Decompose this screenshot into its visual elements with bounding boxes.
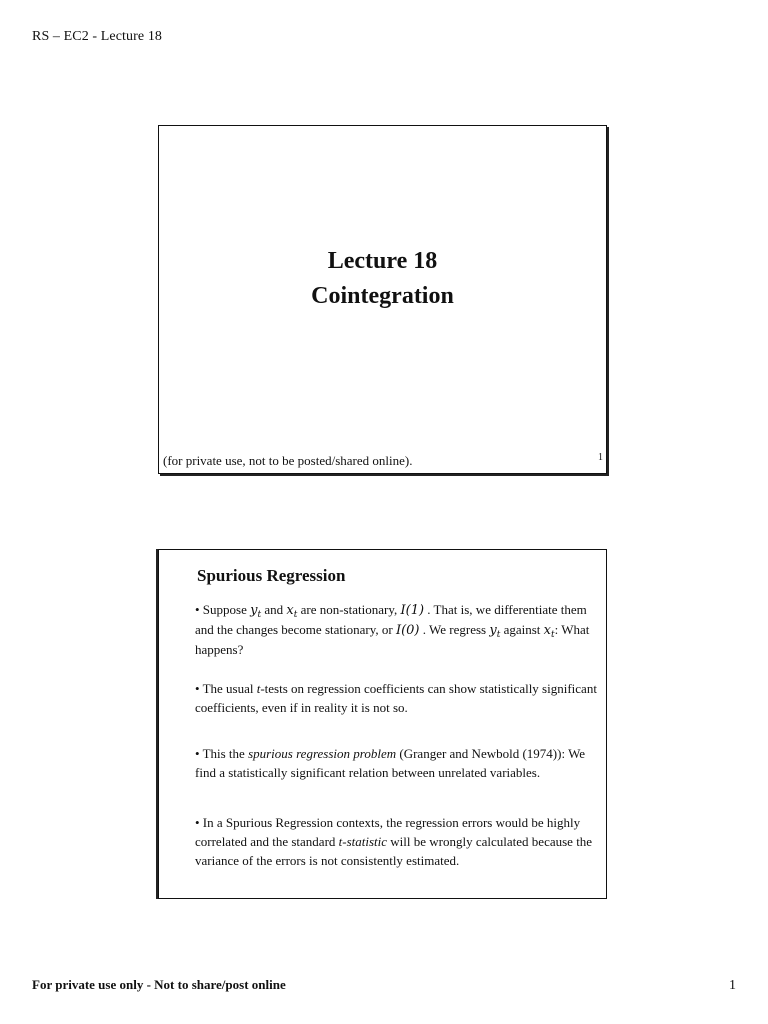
math-var-y — [489, 623, 500, 638]
math-var-y — [250, 603, 261, 618]
bullet-text: • The usual — [195, 681, 257, 696]
bullet-point-2 — [195, 679, 600, 717]
math-symbol: y — [250, 603, 258, 618]
math-var-x — [544, 623, 555, 638]
math-var-x — [286, 603, 297, 618]
bullet-point-4 — [195, 813, 600, 870]
bullet-text: • Suppose — [195, 602, 251, 617]
math-symbol: y — [489, 623, 497, 638]
slide-title-card — [158, 125, 607, 474]
lecture-title — [159, 244, 606, 314]
page-number: 1 — [729, 978, 736, 993]
bullet-text: and — [261, 602, 287, 617]
bullet-text: : What happens? — [195, 622, 590, 657]
math-subscript: t — [551, 630, 555, 640]
math-subscript: t — [496, 630, 501, 640]
bullet-point-1 — [195, 600, 600, 659]
math-subscript: t — [293, 610, 298, 620]
math-symbol: x — [543, 623, 552, 638]
italic-term: t-statistic — [338, 834, 388, 849]
slide-private-note: (for private use, not to be posted/shared online). — [163, 453, 413, 468]
math-i0: I(0) — [395, 623, 420, 638]
bullet-point-3 — [195, 744, 600, 782]
bullet-text: are non-stationary, — [297, 602, 401, 617]
slide-number: 1 — [598, 452, 603, 463]
math-symbol: x — [286, 603, 294, 618]
math-subscript: t — [257, 610, 262, 620]
bullet-text: -tests on regression coefficients can show statistically significant coefficients, even if in reality it is not so. — [195, 681, 597, 715]
slide-spurious-regression — [158, 549, 607, 899]
math-i1: I(1) — [400, 603, 425, 618]
bullet-text: against — [500, 622, 544, 637]
page-header: RS – EC2 - Lecture 18 — [32, 29, 163, 44]
slide-title: Spurious Regression — [197, 566, 346, 585]
bullet-text: • This the — [195, 746, 249, 761]
lecture-topic-title: Cointegration — [311, 283, 454, 309]
lecture-number-title: Lecture 18 — [327, 248, 438, 274]
bullet-text: will be wrongly calculated because the variance of the errors is not consistently estimated. — [195, 834, 593, 868]
bullet-text: . We regress — [419, 622, 490, 637]
italic-term: t — [256, 681, 261, 696]
page-footer-note: For private use only - Not to share/post online — [32, 977, 286, 992]
bullet-text: . That is, we differentiate them and the changes become stationary, or — [195, 602, 587, 637]
bullet-text: (Granger and Newbold (1974)): We find a statistically significant relation between unrelated variables. — [195, 746, 586, 780]
bullet-text: • In a Spurious Regression contexts, the regression errors would be highly correlated and the standard — [195, 815, 581, 849]
italic-term: spurious regression problem — [248, 746, 397, 761]
